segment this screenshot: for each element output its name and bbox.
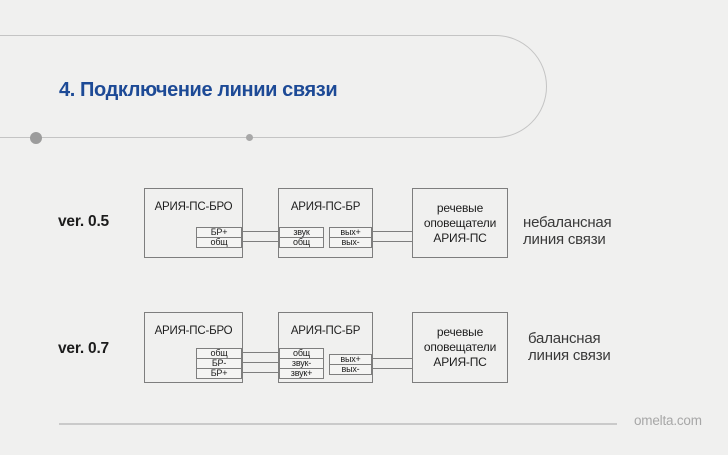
version-label: ver. 0.5	[58, 213, 109, 230]
terminal: общ	[279, 237, 324, 248]
terminal: звук-	[279, 358, 324, 369]
device-box-aria-ps-bro	[144, 312, 243, 383]
device-box-aria-ps-br	[278, 188, 373, 258]
wire	[243, 241, 278, 242]
terminal-group-bro-out	[196, 348, 242, 379]
terminal: вых-	[329, 237, 372, 248]
footer-divider	[59, 423, 617, 425]
terminal: звук	[279, 227, 324, 238]
device-title: АРИЯ-ПС-БРО	[154, 201, 233, 213]
wire	[373, 241, 412, 242]
device-box-annunciators	[412, 188, 508, 258]
device-box-aria-ps-bro	[144, 188, 243, 258]
wire	[243, 362, 278, 363]
divider-dot-small-icon	[246, 134, 253, 141]
terminal: БР+	[196, 368, 242, 379]
terminal: вых-	[329, 364, 372, 375]
wire	[243, 231, 278, 232]
terminal-group-br-out	[329, 227, 372, 248]
line-type-label: небалансная линия связи	[523, 214, 612, 248]
page-title: 4. Подключение линии связи	[59, 79, 338, 101]
terminal: общ	[196, 348, 242, 359]
wire	[373, 368, 412, 369]
device-title: речевые оповещатели АРИЯ-ПС	[423, 200, 497, 245]
device-title: АРИЯ-ПС-БР	[290, 325, 361, 337]
terminal-group-br-out	[329, 354, 372, 375]
terminal-group-br-in	[279, 348, 324, 379]
wire	[243, 372, 278, 373]
line-type-label: балансная линия связи	[528, 330, 611, 364]
terminal: звук+	[279, 368, 324, 379]
device-title: речевые оповещатели АРИЯ-ПС	[423, 325, 497, 369]
divider-dot-large-icon	[30, 132, 42, 144]
wire	[373, 231, 412, 232]
wire	[243, 352, 278, 353]
terminal-group-br-in	[279, 227, 324, 248]
terminal: вых+	[329, 354, 372, 365]
version-label: ver. 0.7	[58, 340, 109, 357]
terminal: БР+	[196, 227, 242, 238]
terminal: БР-	[196, 358, 242, 369]
terminal-group-bro-out	[196, 227, 242, 248]
brand-link: omelta.com	[634, 413, 702, 428]
terminal: общ	[196, 237, 242, 248]
device-box-aria-ps-br	[278, 312, 373, 383]
device-title: АРИЯ-ПС-БРО	[154, 325, 233, 337]
device-box-annunciators	[412, 312, 508, 383]
device-title: АРИЯ-ПС-БР	[290, 201, 361, 213]
terminal: вых+	[329, 227, 372, 238]
wire	[373, 358, 412, 359]
terminal: общ	[279, 348, 324, 359]
